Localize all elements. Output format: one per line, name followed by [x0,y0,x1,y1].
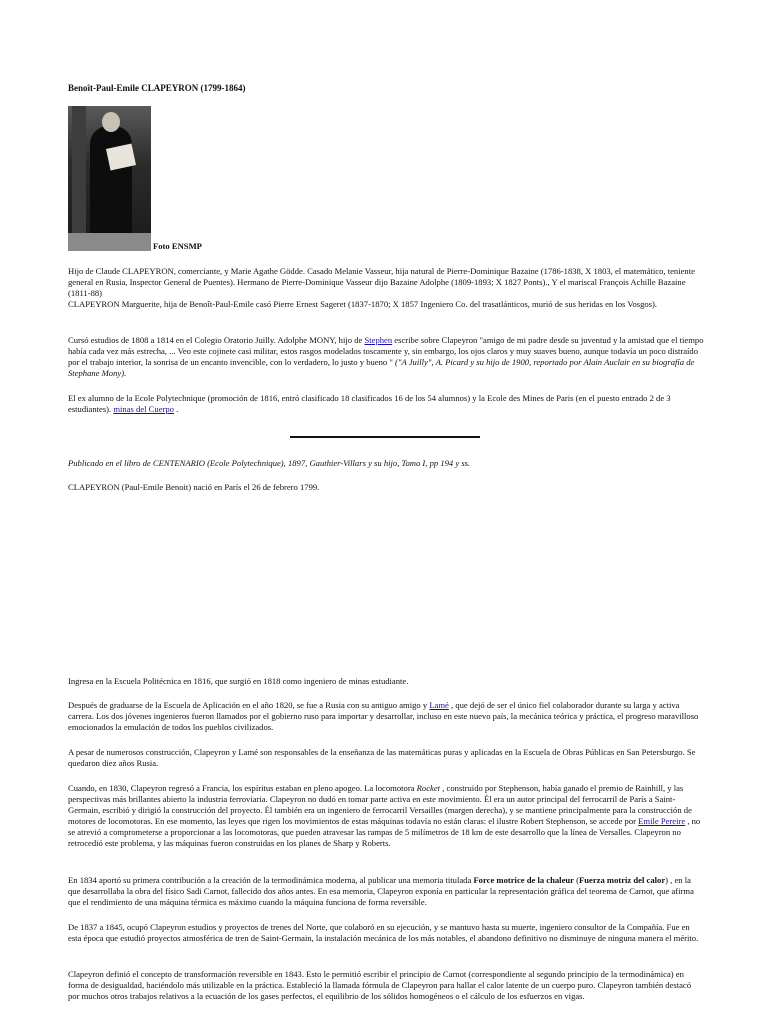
emile-pereire-link[interactable]: Emile Pereire [638,816,686,826]
page-title: Benoît-Paul-Emile CLAPEYRON (1799-1864) [68,83,246,93]
daughter-paragraph: CLAPEYRON Marguerite, hija de Benoît-Paul-Emile casó Pierre Ernest Sageret (1837-1870; X 1857 Ingeniero Co. del trasatlánticos, murió de sus heridas en los Vosgos). [68,299,658,309]
photo-caption: Foto ENSMP [153,241,202,251]
bio-paragraph-6: De 1837 a 1845, ocupó Clapeyron estudios y proyectos de trenes del Norte, que colaboró en su ejecución, y se mantuvo hasta su muerte, ingeniero consultor de la Compañía. Fue en esta época que estudió proyectos atmosférica de tren de Saint-Germain, la instalación mecánica de los más notables, el abandono definitivo no disminuye de ninguna manera el mérito. [68,922,699,943]
bio-paragraph-2: Después de graduarse de la Escuela de Aplicación en el año 1820, se fue a Rusia con su antiguo amigo y Lamé , que dejó de ser el único fiel colaborador durante su larga y activa carrera. Los dos jóvenes ingenieros fueron llamados por el gobierno ruso para importar y desarrollar, incluso en este nuevo país, la mecánica teórica y práctica, el progreso maravilloso emocionados la emulación de todos los pueblos civilizados. [68,700,699,732]
polytechnique-paragraph: El ex alumno de la Ecole Polytechnique (promoción de 1816, entró clasificado 18 clasificados 16 de los 54 alumnos) y la Ecole des Mines de Paris (en el puesto entrado 2 de 3 estudiantes). minas del Cuerpo . [68,393,671,414]
portrait-photo [68,106,151,251]
horizontal-divider [290,436,480,438]
family-paragraph: Hijo de Claude CLAPEYRON, comerciante, y Marie Agathe Gödde. Casado Melanie Vasseur, hija natural de Pierre-Dominique Bazaine (1786-1838, X 1803, el matemático, teniente general en Rusia, Inspector General de Puentes). Hermano de Pierre-Dominique Vasseur dijo Bazaine Adolphe (1809-1893; X 1827 Ponts)., Y el mariscal François Achille Bazaine (1811-88) [68,266,695,298]
minas-link[interactable]: minas del Cuerpo [113,404,174,414]
bio-paragraph-7: Clapeyron definió el concepto de transformación reversible en 1843. Esto le permitió escribir el principio de Carnot (correspondiente al segundo principio de la termodinámica) en forma de desigualdad, haciéndolo más utilizable en la práctica. Estableció la llamada fórmula de Clapeyron para hallar el calor latente de un cuerpo puro. Clapeyron también destacó por muchos otros trabajos relativos a la ecuación de los gases perfectos, el equilibrio de los sólidos homogéneos o el cálculo de los esfuerzos en vigas. [68,969,692,1001]
source-note: Publicado en el libro de CENTENARIO (Ecole Polytechnique), 1897, Gauthier-Villars y su hijo, Tomo I, pp 194 y ss. [68,458,471,468]
birth-paragraph: CLAPEYRON (Paul-Emile Benoit) nació en París el 26 de febrero 1799. [68,482,320,492]
bio-paragraph-1: Ingresa en la Escuela Politécnica en 1816, que surgió en 1818 como ingeniero de minas estudiante. [68,676,409,686]
lame-link[interactable]: Lamé [429,700,449,710]
stephen-link[interactable]: Stephen [364,335,393,345]
bio-paragraph-3: A pesar de numerosos construcción, Clapeyron y Lamé son responsables de la enseñanza de las matemáticas puras y aplicadas en la Escuela de Obras Públicas en San Petersburgo. Se quedaron diez años Rusia. [68,747,696,768]
bio-paragraph-4: Cuando, en 1830, Clapeyron regresó a Francia, los espíritus estaban en pleno apogeo. La locomotora Rocket , construido por Stephenson, había ganado el premio de Rainhill, y las perspectivas más brillantes abierto la industria ferroviaria. Clapeyron no dudó en tomar parte activa en este movimiento. Él era un autor principal del ferrocarril de París a Saint-Germain, escribió y dirigió la construcción del proyecto. Él también era un ingeniero de ferrocarril Versailles (margen derecha), y se mantiene principalmente para la construcción de motores de locomotoras. En ese momento, las leyes que rigen los movimientos de estas máquinas todavía no están claras: el ilustre Robert Stephenson, se accede por Emile Pereire , no se atrevió a comprometerse a proporcionar a las locomotoras, que pueden atravesar las rampas de 5 milímetros de 18 km de este desarrollo que la línea de Versalles. Clapeyron no retrocedió este problema, y las máquinas fueron construidas en los planes de Sharp y Roberts. [68,783,701,848]
bio-paragraph-5: En 1834 aportó su primera contribución a la creación de la termodinámica moderna, al publicar una memoria titulada Force motrice de la chaleur (Fuerza motriz del calor) , en la que desarrollaba la obra del físico Sadi Carnot, fallecido dos años antes. En esa memoria, Clapeyron exponía en particular la representación gráfica del teorema de Carnot, que afirma que el rendimiento de una máquina térmica es máximo cuando la máquina funciona de forma reversible. [68,875,694,907]
family-section [68,266,704,310]
studies-paragraph: Cursó estudios de 1808 a 1814 en el Colegio Oratorio Juilly. Adolphe MONY, hijo de Stephen escribe sobre Clapeyron "amigo de mi padre desde su juventud y la amistad que el tiempo había cada vez más estrecha, ... Veo este cojinete casi militar, estos rasgos modelados toscamente y, sin embargo, los ojos claros y muy suaves bueno, aunque todavía un poco distraído por el trabajo interior, la sonrisa de un encanto invencible, con lo verdadero, lo justo y bueno " ("A Juilly", A. Picard y su hijo de 1900, reportado por Alain Auclair en su biografía de Stephane Mony). [68,335,704,378]
